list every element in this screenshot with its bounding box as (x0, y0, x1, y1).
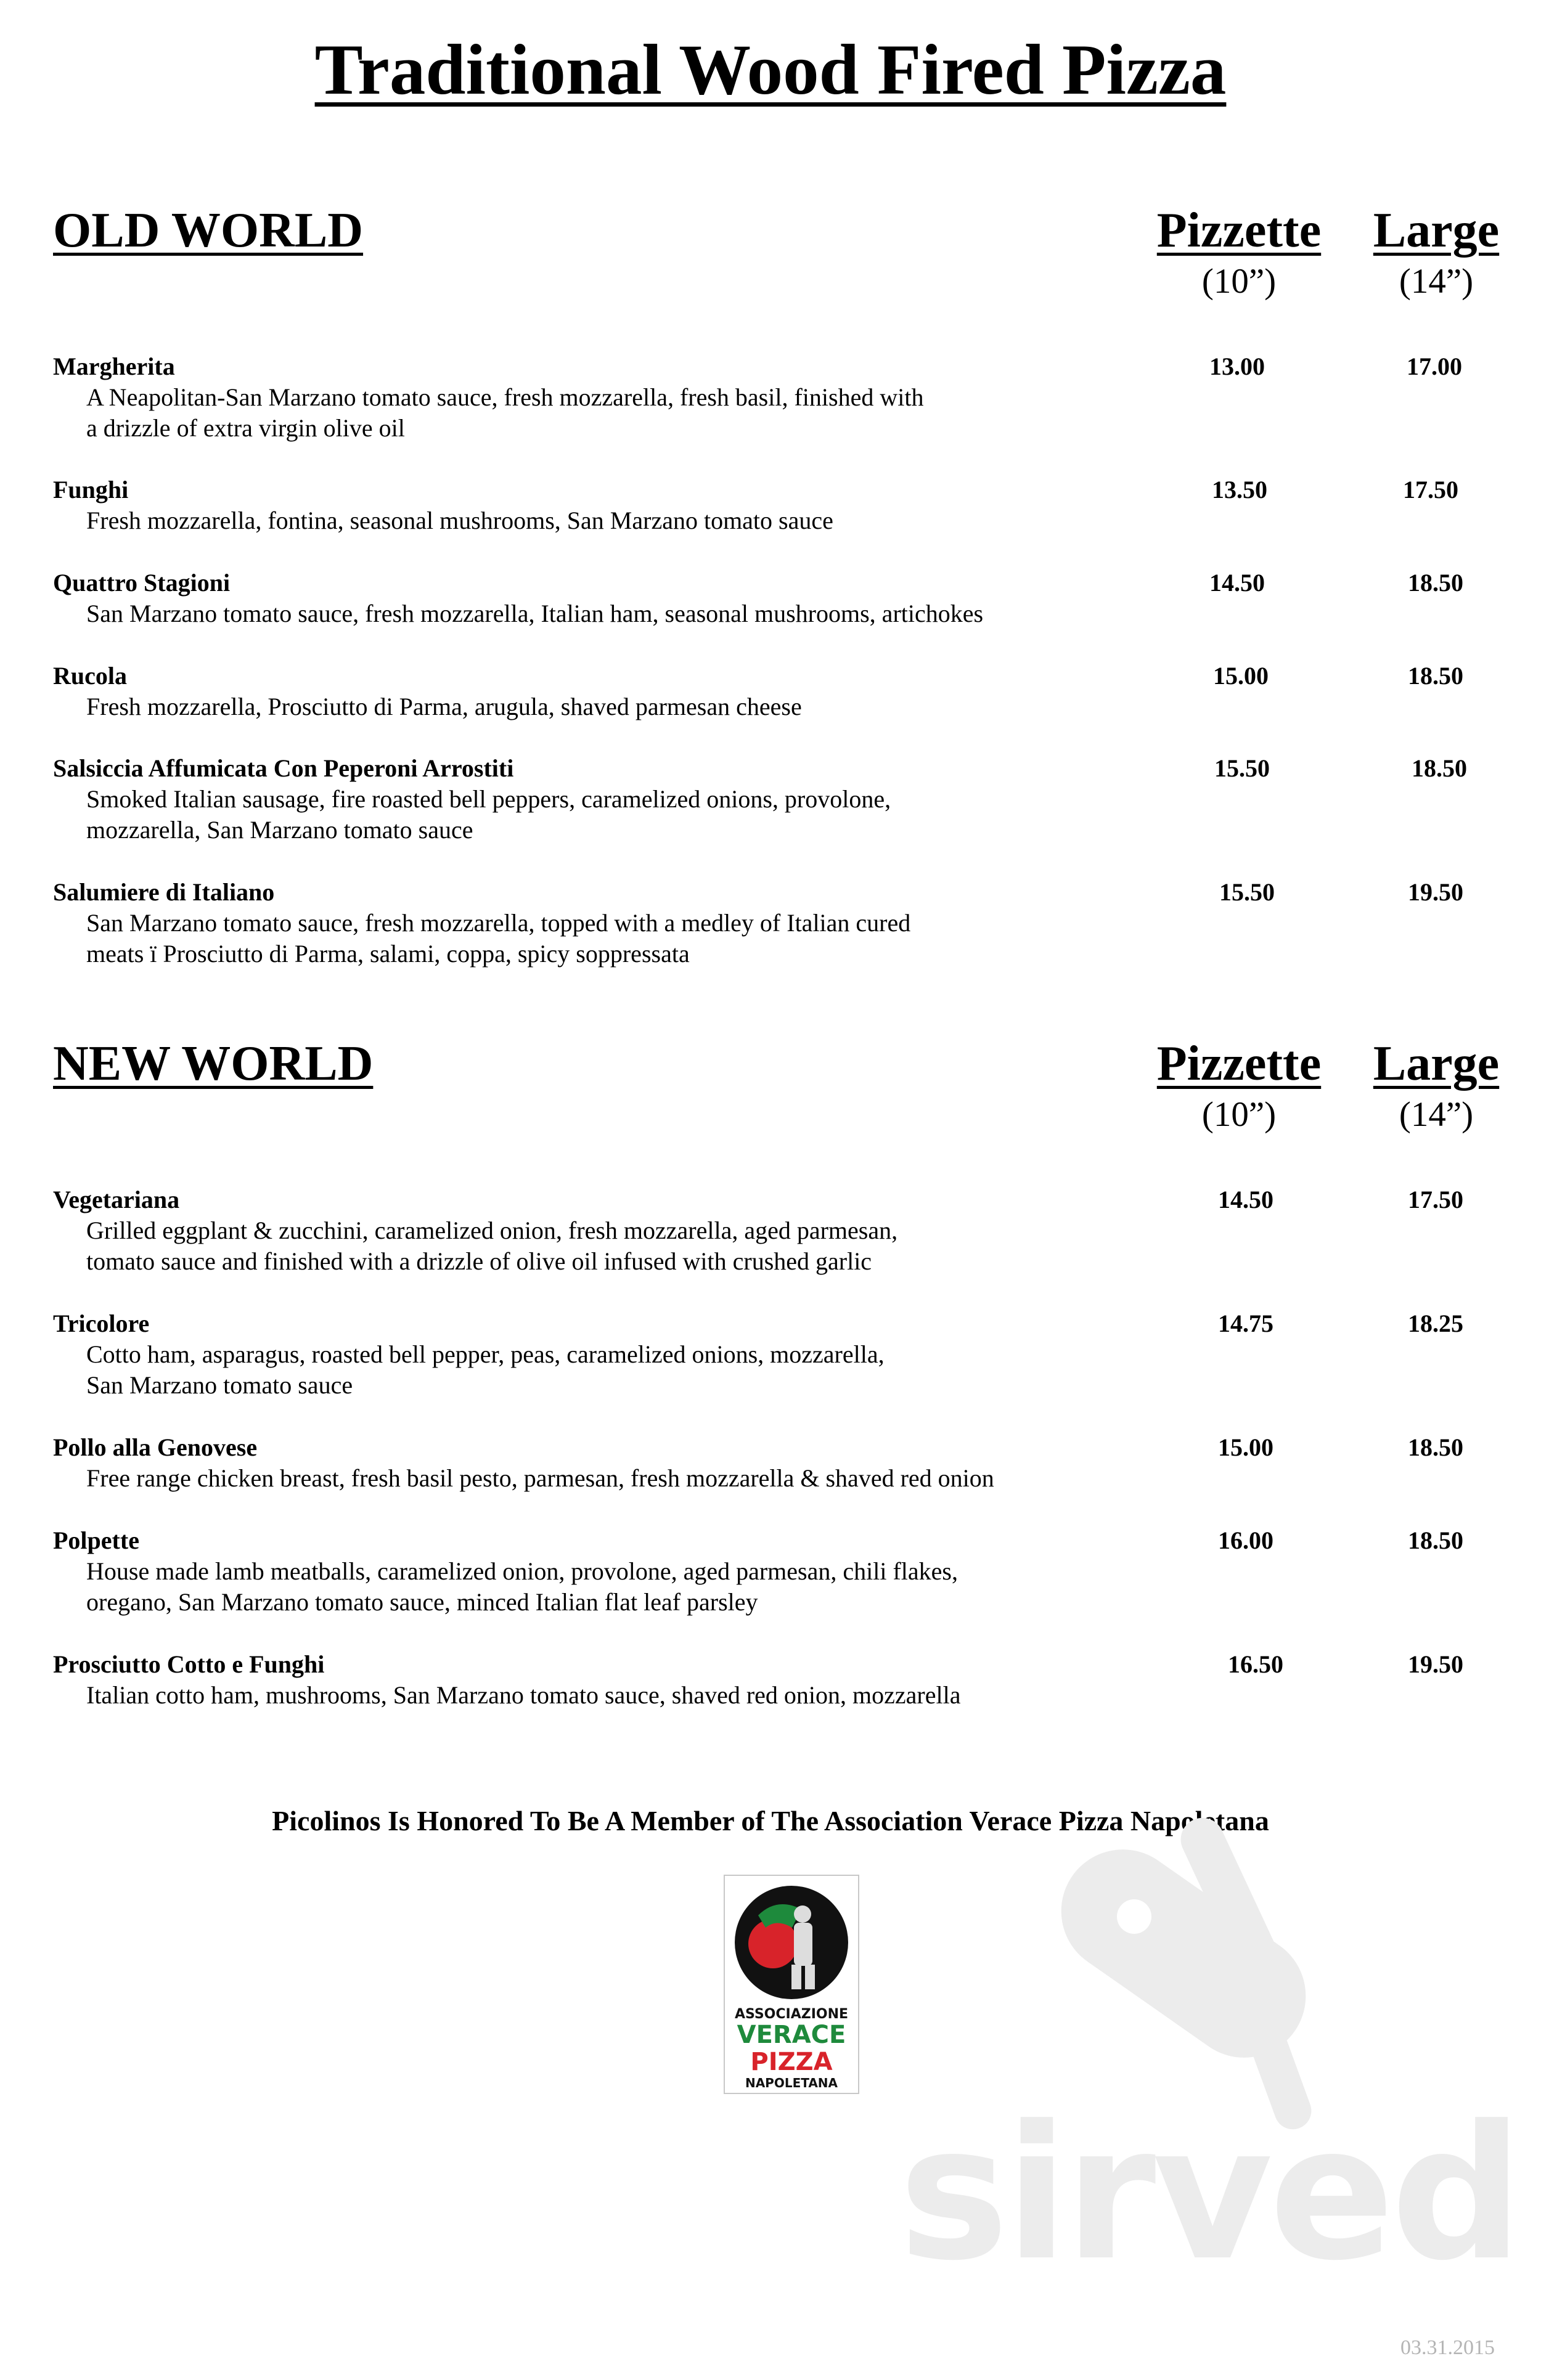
menu-item-description: Fresh mozzarella, Prosciutto di Parma, arugula, shaved parmesan cheese (86, 693, 802, 720)
column-size-large: (14”) (1399, 262, 1474, 301)
column-heading-pizzette: Pizzette (1156, 203, 1322, 258)
menu-item-description: meats ï Prosciutto di Parma, salami, coppa, spicy soppressata (86, 940, 690, 968)
watermark-text: sirved (899, 2086, 1520, 2301)
menu-item-description: tomato sauce and finished with a drizzle of olive oil infused with crushed garlic (86, 1247, 872, 1275)
price-pizzette: 13.00 (1209, 353, 1265, 380)
logo-text-line2: VERACE (737, 2021, 846, 2049)
menu-item-description: a drizzle of extra virgin olive oil (86, 414, 405, 442)
menu-item-name: Funghi (53, 476, 129, 503)
price-large: 18.50 (1408, 1526, 1463, 1554)
menu-item-name: Vegetariana (53, 1186, 180, 1213)
price-pizzette: 16.50 (1228, 1650, 1283, 1678)
price-large: 18.50 (1408, 662, 1463, 690)
column-heading-large: Large (1373, 1037, 1500, 1091)
menu-item-description: House made lamb meatballs, caramelized onion, provolone, aged parmesan, chili flakes, (86, 1557, 958, 1585)
price-pizzette: 14.75 (1218, 1310, 1273, 1337)
menu-item-description: Cotto ham, asparagus, roasted bell pepper, peas, caramelized onions, mozzarella, (86, 1340, 885, 1368)
column-size-pizzette: (10”) (1201, 1095, 1277, 1134)
price-large: 17.50 (1408, 1186, 1463, 1213)
menu-item-name: Prosciutto Cotto e Funghi (53, 1650, 325, 1678)
menu-item-description: Grilled eggplant & zucchini, caramelized onion, fresh mozzarella, aged parmesan, (86, 1216, 898, 1244)
menu-item-name: Polpette (53, 1526, 139, 1554)
menu-item-description: Free range chicken breast, fresh basil pesto, parmesan, fresh mozzarella & shaved red onion (86, 1464, 994, 1492)
menu-item-name: Salsiccia Affumicata Con Peperoni Arrostiti (53, 754, 514, 782)
menu-item-description: San Marzano tomato sauce (86, 1371, 353, 1399)
section-heading-new-world: NEW WORLD (53, 1037, 374, 1091)
price-large: 19.50 (1408, 878, 1463, 906)
menu-item-description: A Neapolitan-San Marzano tomato sauce, fresh mozzarella, fresh basil, finished with (86, 383, 924, 411)
price-large: 19.50 (1408, 1650, 1463, 1678)
menu-item-description: Fresh mozzarella, fontina, seasonal mushrooms, San Marzano tomato sauce (86, 507, 833, 534)
menu-item-description: San Marzano tomato sauce, fresh mozzarella, topped with a medley of Italian cured (86, 909, 911, 937)
column-size-large: (14”) (1399, 1095, 1474, 1134)
menu-item-name: Quattro Stagioni (53, 569, 231, 597)
price-pizzette: 14.50 (1218, 1186, 1273, 1213)
column-size-pizzette: (10”) (1201, 262, 1277, 301)
menu-item-description: oregano, San Marzano tomato sauce, minced Italian flat leaf parsley (86, 1588, 758, 1616)
section-heading-old-world: OLD WORLD (53, 203, 364, 258)
date-stamp: 03.31.2015 (1400, 2336, 1495, 2359)
price-large: 18.50 (1408, 569, 1463, 597)
price-large: 18.50 (1408, 1433, 1463, 1461)
logo-text-line3: PIZZA (750, 2048, 833, 2076)
column-heading-pizzette: Pizzette (1156, 1037, 1322, 1091)
price-large: 18.25 (1408, 1310, 1463, 1337)
price-large: 18.50 (1412, 754, 1467, 782)
price-large: 17.50 (1403, 476, 1458, 503)
price-pizzette: 15.50 (1214, 754, 1270, 782)
avpn-logo (724, 1875, 859, 2094)
menu-item-description: Italian cotto ham, mushrooms, San Marzano tomato sauce, shaved red onion, mozzarella (86, 1681, 961, 1709)
logo-text-line1: ASSOCIAZIONE (734, 2007, 849, 2022)
price-large: 17.00 (1407, 353, 1462, 380)
logo-text-line4: NAPOLETANA (745, 2076, 838, 2090)
association-note: Picolinos Is Honored To Be A Member of The Association Verace Pizza Napoletana (272, 1805, 1269, 1836)
price-pizzette: 13.50 (1212, 476, 1267, 503)
menu-item-name: Rucola (53, 662, 127, 690)
menu-item-description: Smoked Italian sausage, fire roasted bell peppers, caramelized onions, provolone, (86, 785, 891, 813)
menu-item-name: Pollo alla Genovese (53, 1433, 258, 1461)
price-pizzette: 14.50 (1209, 569, 1265, 597)
page-title: Traditional Wood Fired Pizza (314, 30, 1227, 110)
menu-item-name: Tricolore (53, 1310, 150, 1337)
price-pizzette: 15.00 (1213, 662, 1269, 690)
price-pizzette: 16.00 (1218, 1526, 1273, 1554)
menu-item-name: Margherita (53, 353, 175, 380)
menu-item-description: mozzarella, San Marzano tomato sauce (86, 816, 473, 844)
column-heading-large: Large (1373, 203, 1500, 258)
price-pizzette: 15.50 (1219, 878, 1275, 906)
menu-item-description: San Marzano tomato sauce, fresh mozzarella, Italian ham, seasonal mushrooms, artichokes (86, 600, 984, 627)
menu-item-name: Salumiere di Italiano (53, 878, 275, 906)
avpn-emblem-icon (734, 1885, 849, 2000)
price-pizzette: 15.00 (1218, 1433, 1273, 1461)
